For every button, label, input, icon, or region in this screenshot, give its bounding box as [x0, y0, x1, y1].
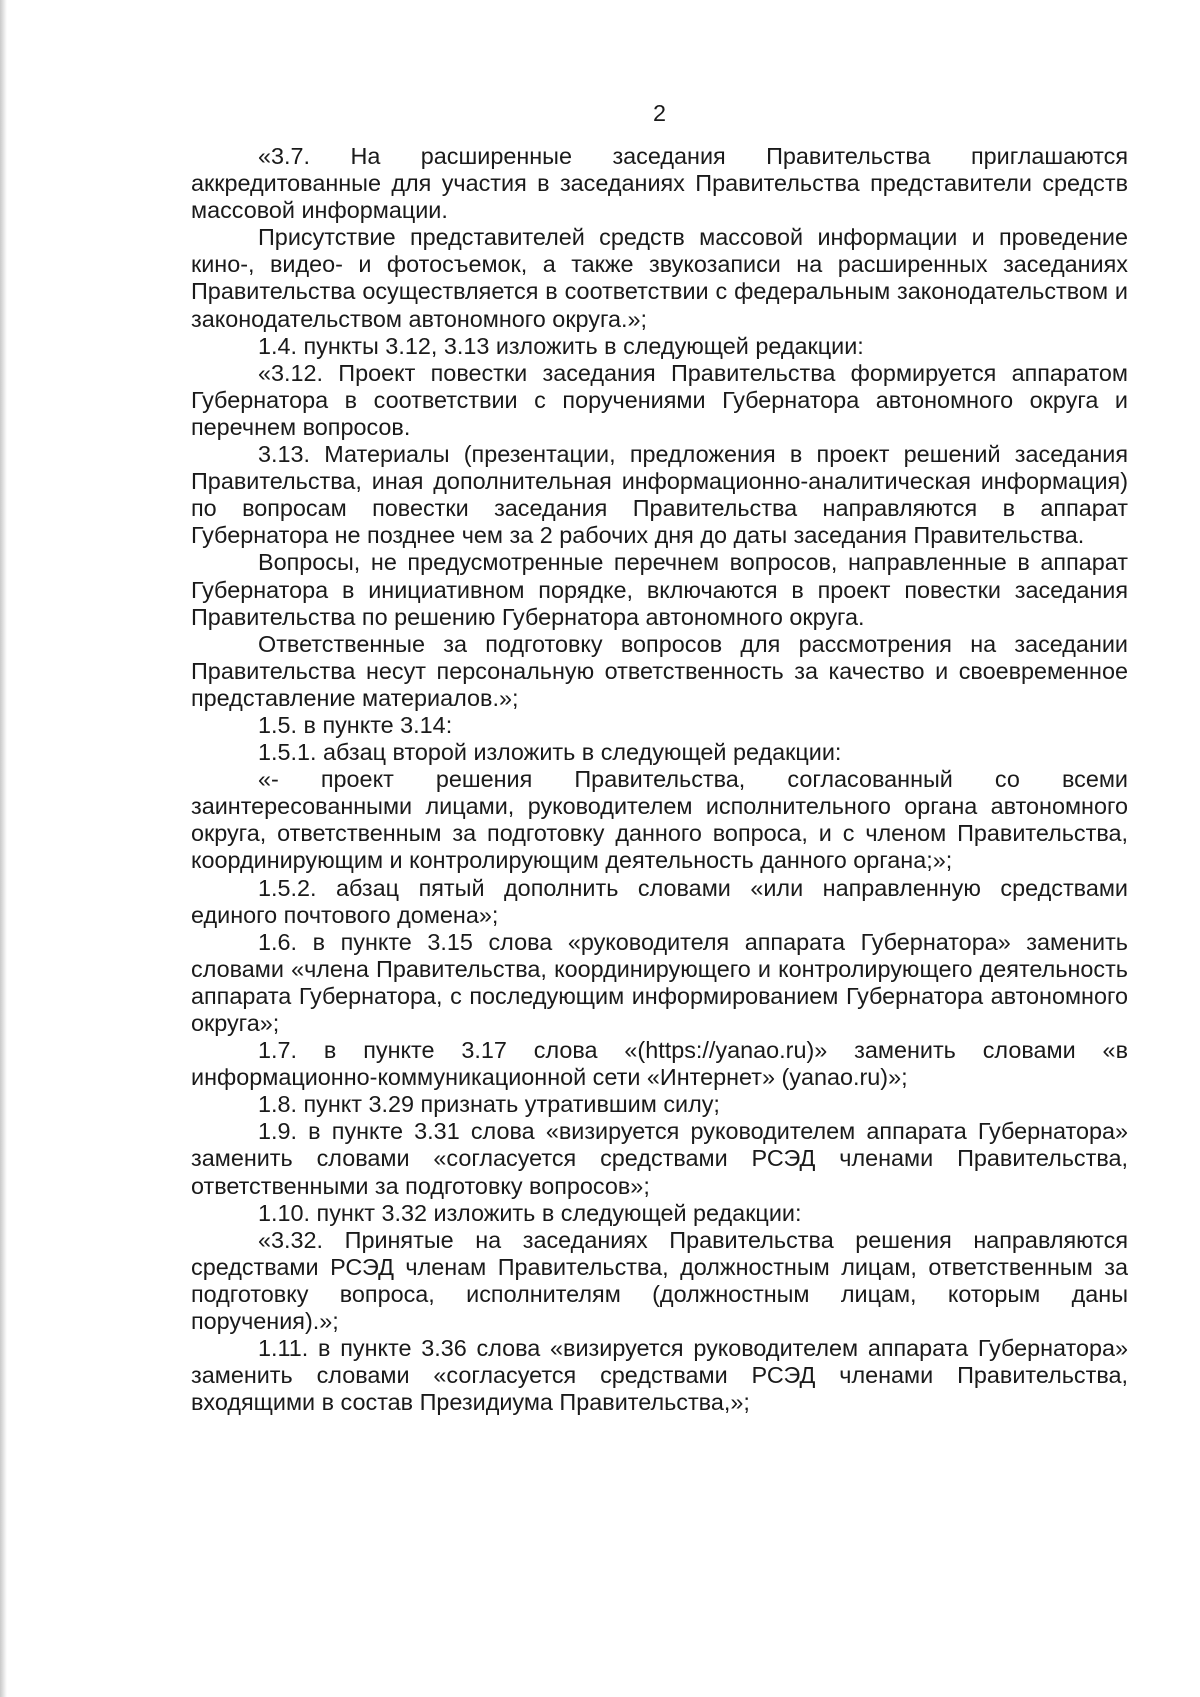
- paragraph-1-5-1: 1.5.1. абзац второй изложить в следующей редакции:: [258, 739, 842, 766]
- scan-edge-shadow: [0, 0, 7, 1697]
- paragraph-1-10: 1.10. пункт 3.32 изложить в следующей редакции:: [258, 1199, 802, 1226]
- paragraph-draft-decision: «- проект решения Правительства, согласованный со всеми заинтересованными лицами, руководителем исполнительного органа автономного округа, ответственным за подготовку данного вопроса, и с членом Правительства, координирующим и контролирующим деятельность данного органа;»;: [191, 766, 1128, 874]
- paragraph-1-11: 1.11. в пункте 3.36 слова «визируется руководителем аппарата Губернатора» заменить словами «согласуется средствами РСЭД членами Правительства, входящими в состав Президиума Правительства,»;: [191, 1335, 1128, 1416]
- paragraph-1-6: 1.6. в пункте 3.15 слова «руководителя аппарата Губернатора» заменить словами «члена Правительства, координирующего и контролирующего деятельность аппарата Губернатора, с последующим информированием Губернатора автономного округа»;: [191, 928, 1128, 1036]
- paragraph-1-5: 1.5. в пункте 3.14:: [258, 711, 453, 738]
- paragraph-responsibility: Ответственные за подготовку вопросов для рассмотрения на заседании Правительства несут персональную ответственность за качество и своевременное представление материалов.»;: [191, 630, 1128, 711]
- paragraph-3-12: «3.12. Проект повестки заседания Правительства формируется аппаратом Губернатора в соответствии с поручениями Губернатора автономного округа и перечнем вопросов.: [191, 359, 1128, 440]
- paragraph-1-9: 1.9. в пункте 3.31 слова «визируется руководителем аппарата Губернатора» заменить словами «согласуется средствами РСЭД членами Правительства, ответственными за подготовку вопросов»;: [191, 1118, 1128, 1199]
- paragraph-1-7: 1.7. в пункте 3.17 слова «(https://yanao.ru)» заменить словами «в информационно-коммуникационной сети «Интернет» (yanao.ru)»;: [191, 1037, 1128, 1091]
- paragraph-3-7: «3.7. На расширенные заседания Правительства приглашаются аккредитованные для участия в заседаниях Правительства представители средств массовой информации.: [191, 143, 1128, 224]
- page-number: 2: [652, 100, 666, 126]
- paragraph-3-13: 3.13. Материалы (презентации, предложения в проект решений заседания Правительства, иная дополнительная информационно-аналитическая информация) по вопросам повестки заседания Правительства направляются в аппарат Губернатора не позднее чем за 2 рабочих дня до даты заседания Правительства.: [191, 441, 1128, 549]
- paragraph-1-5-2: 1.5.2. абзац пятый дополнить словами «или направленную средствами единого почтового домена»;: [191, 874, 1128, 928]
- paragraph-initiative-questions: Вопросы, не предусмотренные перечнем вопросов, направленные в аппарат Губернатора в инициативном порядке, включаются в проект повестки заседания Правительства по решению Губернатора автономного округа.: [191, 549, 1128, 630]
- paragraph-media-presence: Присутствие представителей средств массовой информации и проведение кино-, видео- и фотосъемок, а также звукозаписи на расширенных заседаниях Правительства осуществляется в соответствии с федеральным законодательством и законодательством автономного округа.»;: [191, 224, 1128, 332]
- paragraph-1-8: 1.8. пункт 3.29 признать утратившим силу;: [258, 1091, 720, 1118]
- document-page: [191, 100, 1128, 1416]
- paragraph-1-4: 1.4. пункты 3.12, 3.13 изложить в следующей редакции:: [258, 332, 864, 359]
- paragraph-3-32: «3.32. Принятые на заседаниях Правительства решения направляются средствами РСЭД членам Правительства, должностным лицам, ответственным за подготовку вопроса, исполнителям (должностным лицам, которым даны поручения).»;: [191, 1226, 1128, 1335]
